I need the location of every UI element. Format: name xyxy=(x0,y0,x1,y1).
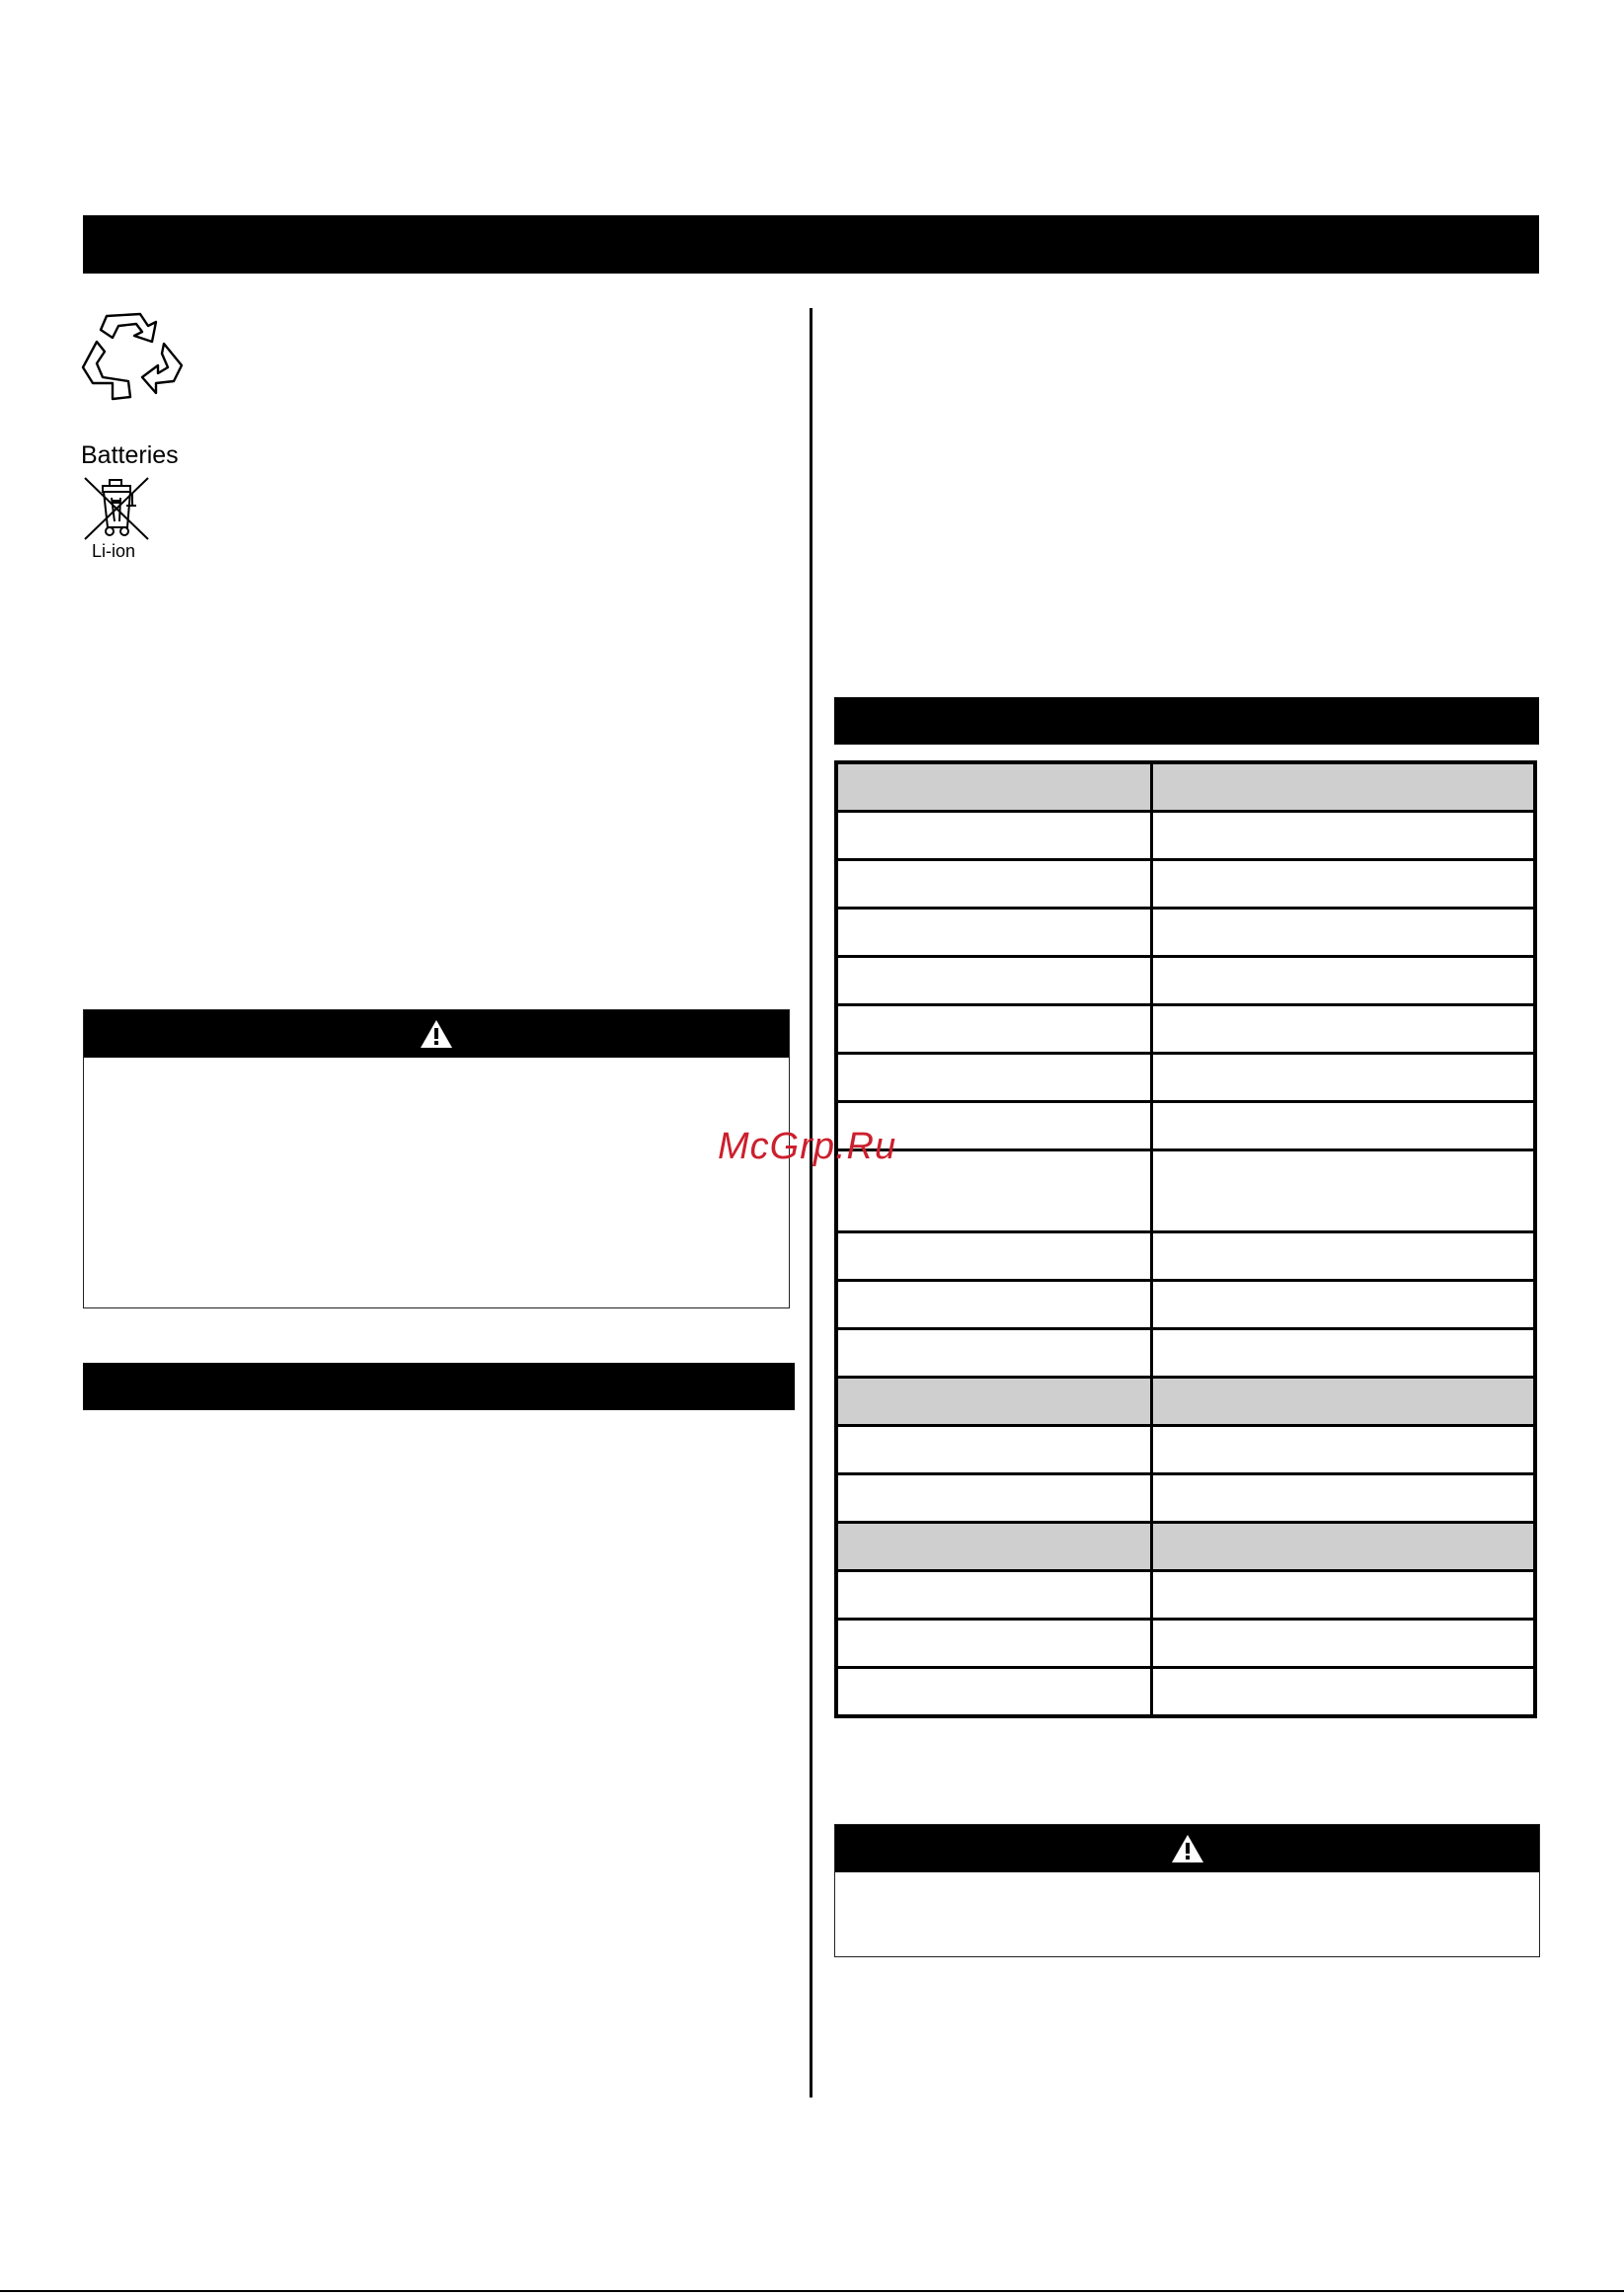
table-row xyxy=(836,1571,1535,1620)
spec-label-cell xyxy=(836,812,1152,860)
spec-value-cell xyxy=(1152,1005,1536,1054)
specifications-table xyxy=(834,760,1537,1718)
battery-type-label: Li-ion xyxy=(92,541,136,561)
spec-value-cell xyxy=(1152,1378,1536,1426)
table-row xyxy=(836,909,1535,957)
spec-label-cell xyxy=(836,1281,1152,1329)
column-divider xyxy=(810,308,812,2098)
spec-value-cell xyxy=(1152,957,1536,1005)
table-row xyxy=(836,1668,1535,1717)
spec-value-cell xyxy=(1152,1150,1536,1232)
section-heading-bar-left xyxy=(83,1363,795,1410)
spec-label-cell xyxy=(836,1378,1152,1426)
batteries-label: Batteries xyxy=(81,441,179,469)
table-row xyxy=(836,957,1535,1005)
table-row xyxy=(836,1005,1535,1054)
spec-label-cell xyxy=(836,1426,1152,1474)
page-header-bar xyxy=(83,215,1539,274)
table-row xyxy=(836,1102,1535,1150)
spec-value-cell xyxy=(1152,812,1536,860)
warning-box-right xyxy=(834,1824,1540,1957)
spec-label-cell xyxy=(836,1620,1152,1668)
spec-label-cell xyxy=(836,762,1152,812)
watermark: McGrp.Ru xyxy=(718,1126,897,1167)
table-row xyxy=(836,1474,1535,1523)
spec-label-cell xyxy=(836,1523,1152,1571)
table-row xyxy=(836,1150,1535,1232)
spec-value-cell xyxy=(1152,1426,1536,1474)
table-row xyxy=(836,1232,1535,1281)
warning-triangle-icon xyxy=(419,1018,454,1050)
table-row xyxy=(836,1426,1535,1474)
spec-label-cell xyxy=(836,1054,1152,1102)
spec-label-cell xyxy=(836,1571,1152,1620)
spec-label-cell xyxy=(836,1005,1152,1054)
spec-label-cell xyxy=(836,1668,1152,1717)
table-row xyxy=(836,1281,1535,1329)
warning-header xyxy=(835,1825,1539,1872)
spec-value-cell xyxy=(1152,1668,1536,1717)
warning-box-left xyxy=(83,1009,790,1308)
spec-value-cell xyxy=(1152,860,1536,909)
spec-value-cell xyxy=(1152,762,1536,812)
spec-value-cell xyxy=(1152,1054,1536,1102)
table-row xyxy=(836,1329,1535,1378)
specifications-heading-bar xyxy=(834,697,1539,745)
table-row xyxy=(836,1620,1535,1668)
table-row xyxy=(836,1378,1535,1426)
spec-label-cell xyxy=(836,1232,1152,1281)
spec-label-cell xyxy=(836,1474,1152,1523)
spec-value-cell xyxy=(1152,909,1536,957)
spec-label-cell xyxy=(836,860,1152,909)
spec-value-cell xyxy=(1152,1281,1536,1329)
spec-value-cell xyxy=(1152,1571,1536,1620)
spec-value-cell xyxy=(1152,1102,1536,1150)
spec-value-cell xyxy=(1152,1232,1536,1281)
recycle-icon xyxy=(79,308,188,409)
spec-label-cell xyxy=(836,957,1152,1005)
table-row xyxy=(836,1523,1535,1571)
table-row xyxy=(836,762,1535,812)
spec-label-cell xyxy=(836,909,1152,957)
warning-header xyxy=(84,1010,789,1058)
table-row xyxy=(836,860,1535,909)
spec-value-cell xyxy=(1152,1620,1536,1668)
spec-value-cell xyxy=(1152,1329,1536,1378)
spec-value-cell xyxy=(1152,1474,1536,1523)
footer-rule xyxy=(0,2290,1624,2292)
spec-value-cell xyxy=(1152,1523,1536,1571)
spec-label-cell xyxy=(836,1329,1152,1378)
table-row xyxy=(836,1054,1535,1102)
warning-triangle-icon xyxy=(1170,1833,1205,1864)
table-row xyxy=(836,812,1535,860)
